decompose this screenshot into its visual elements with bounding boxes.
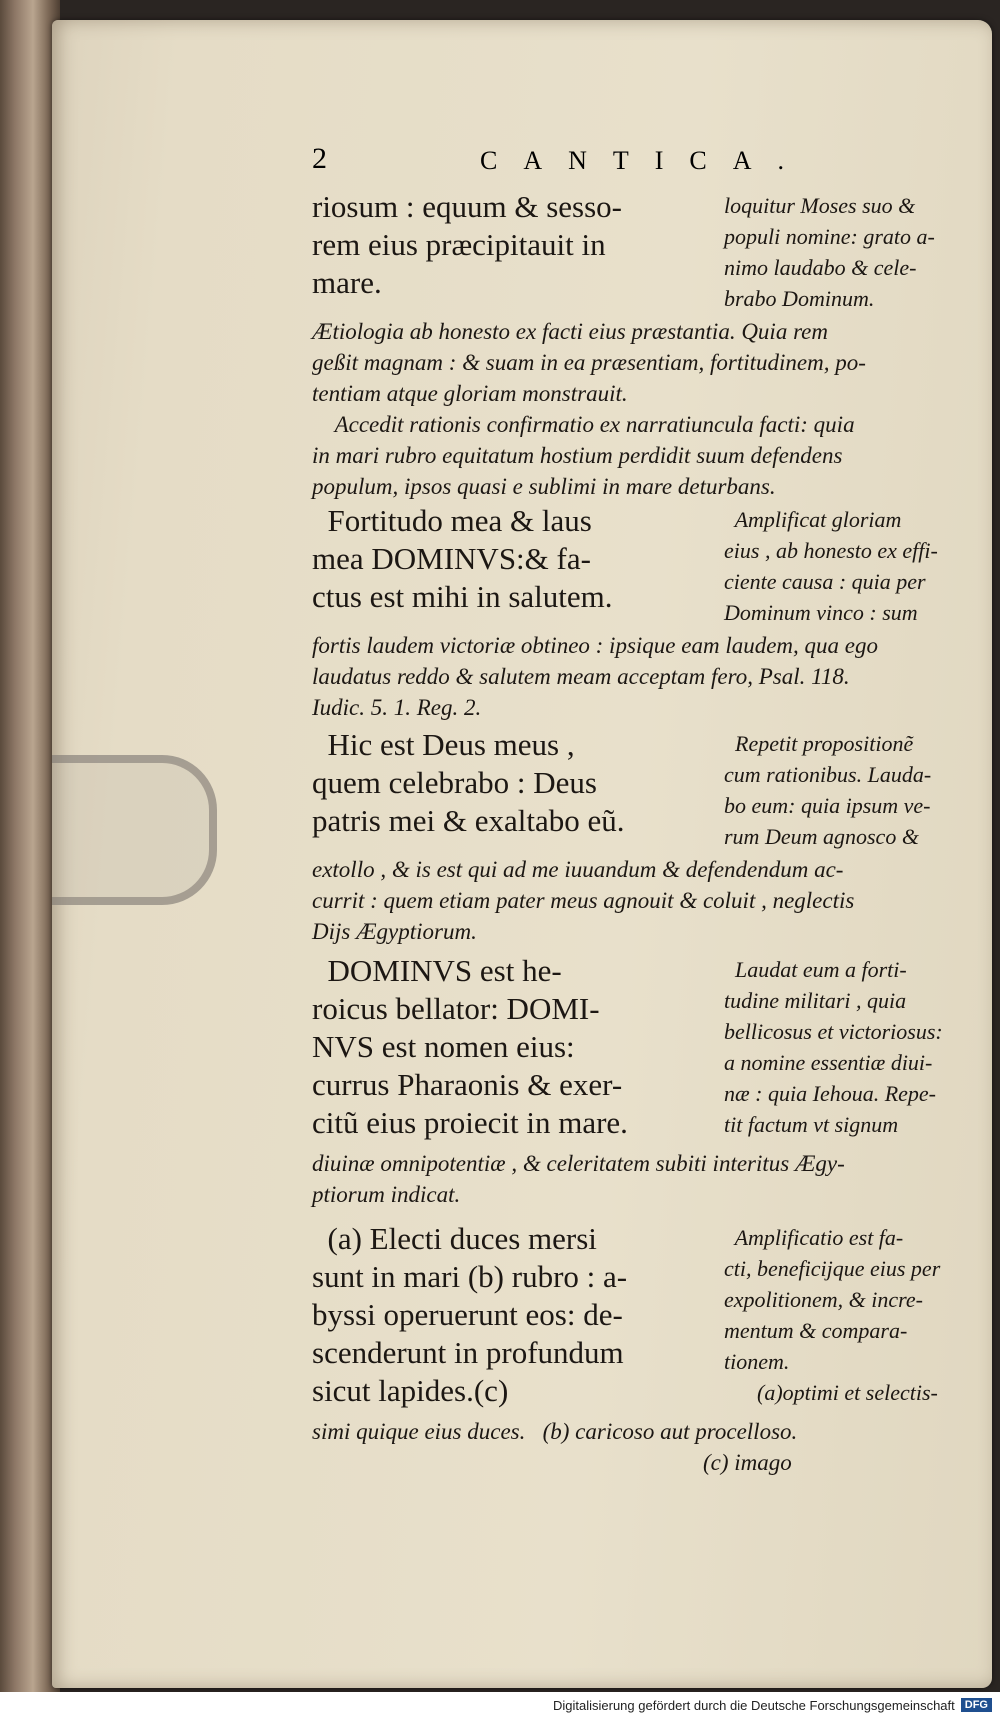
verse-text: (a) Electi duces mersi sunt in mari (b) rubro : a- byssi operuerunt eos: de- scenderunt in profundum sicut lapides.(c)	[312, 1221, 628, 1408]
verse-text: Fortitudo mea & laus mea DOMINVS:& fa- ctus est mihi in salutem.	[312, 503, 613, 614]
commentary: extollo , & is est qui ad me iuuandum & defendendum ac- currit : quem etiam pater meus agnouit & coluit , neglectis Dijs Ægyptiorum.	[312, 857, 855, 944]
side-note: loquitur Moses suo & populi nomine: grato a- nimo laudabo & cele- brabo Dominum.	[724, 193, 935, 311]
side-note: Laudat eum a forti- tudine militari , quia bellicosus et victoriosus: a nomine essentiæ diui- næ : quia Iehoua. Repe- tit factum vt signum	[724, 957, 943, 1137]
footer-credit: Digitalisierung gefördert durch die Deutsche Forschungsgemeinschaft	[552, 1697, 955, 1713]
side-note: Repetit propositionẽ cum rationibus. Lauda- bo eum: quia ipsum ve- rum Deum agnosco &	[724, 731, 932, 849]
verse-text: riosum : equum & sesso- rem eius præcipitauit in mare.	[312, 189, 622, 300]
commentary: Ætiologia ab honesto ex facti eius præstantia. Quia rem geßit magnam : & suam in ea præsentiam, fortitudinem, po- tentiam atque gloriam monstrauit. Accedit rationis confirmatio ex narratiuncula facti: quia in mari rubro equitatum hostium perdidit suum defendens populum, ipsos quasi e sublimi in mare deturbans.	[312, 319, 866, 499]
dfg-logo-icon: DFG	[961, 1698, 992, 1712]
running-title: CANTICA.	[480, 146, 811, 175]
commentary: fortis laudem victoriæ obtineo : ipsique eam laudem, qua ego laudatus reddo & salutem meam acceptam fero, Psal. 118. Iudic. 5. 1. Reg. 2.	[312, 633, 878, 720]
side-note: Amplificatio est fa- cti, beneficijque eius per expolitionem, & incre- mentum & compara- tionem. (a)optimi et selectis-	[724, 1225, 941, 1405]
page-header	[312, 142, 972, 182]
verse-text: Hic est Deus meus , quem celebrabo : Deus patris mei & exaltabo eũ.	[312, 727, 625, 838]
verse-text: DOMINVS est he- roicus bellator: DOMI- NVS est nomen eius: currus Pharaonis & exer- citũ eius proiecit in mare.	[312, 953, 628, 1140]
commentary: diuinæ omnipotentiæ , & celeritatem subiti interitus Ægy- ptiorum indicat.	[312, 1151, 845, 1207]
book-edge	[0, 0, 60, 1718]
paper-clip	[52, 755, 217, 905]
commentary: simi quique eius duces. (b) caricoso aut procelloso. (c) imago	[312, 1419, 798, 1475]
digitization-footer	[0, 1692, 1000, 1718]
side-note: Amplificat gloriam eius , ab honesto ex effi- ciente causa : quia per Dominum vinco : sum	[724, 507, 938, 625]
page-number: 2	[312, 142, 327, 175]
